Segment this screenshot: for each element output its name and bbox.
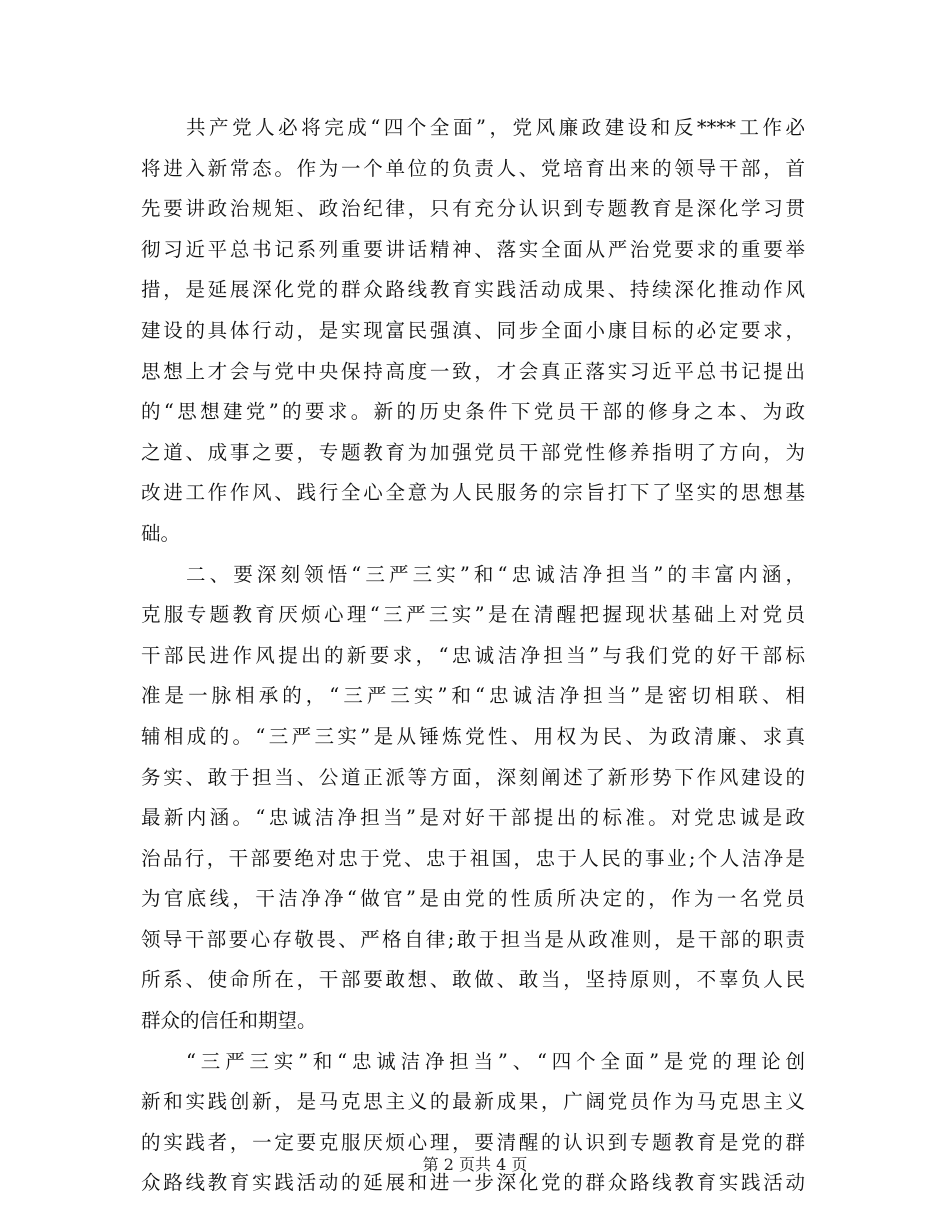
text-line: 建设的具体行动，是实现富民强滇、同步全面小康目标的必定要求，	[141, 318, 805, 342]
page-number: 第 2 页共 4 页	[422, 1155, 528, 1174]
text-line: 领导干部要心存敬畏、严格自律;敢于担当是从政准则，是干部的职责	[141, 927, 805, 951]
text-line: 所系、使命所在，干部要敢想、敢做、敢当，坚持原则，不辜负人民	[141, 968, 805, 992]
text-line: 干部民进作风提出的新要求，“忠诚洁净担当”与我们党的好干部标	[141, 643, 805, 667]
text-line: 辅相成的。“三严三实”是从锤炼党性、用权为民、为政清廉、求真	[141, 724, 805, 748]
text-line: 思想上才会与党中央保持高度一致，才会真正落实习近平总书记提出	[141, 359, 805, 383]
text-line: 众路线教育实践活动的延展和进一步深化党的群众路线教育实践活动	[141, 1171, 805, 1195]
text-line: 先要讲政治规矩、政治纪律，只有充分认识到专题教育是深化学习贯	[141, 197, 805, 221]
text-line: “三严三实”和“忠诚洁净担当”、“四个全面”是党的理论创	[186, 1049, 805, 1073]
text-line: 二、要深刻领悟“三严三实”和“忠诚洁净担当”的丰富内涵，	[186, 562, 805, 586]
text-line: 础。	[141, 521, 181, 545]
text-line: 将进入新常态。作为一个单位的负责人、党培育出来的领导干部，首	[141, 156, 805, 180]
text-line: 群众的信任和期望。	[141, 1009, 317, 1033]
text-line: 务实、敢于担当、公道正派等方面，深刻阐述了新形势下作风建设的	[141, 765, 805, 789]
text-line: 的实践者，一定要克服厌烦心理，要清醒的认识到专题教育是党的群	[141, 1130, 805, 1154]
text-line: 准是一脉相承的，“三严三实”和“忠诚洁净担当”是密切相联、相	[141, 684, 805, 708]
text-line: 共产党人必将完成“四个全面”，党风廉政建设和反****工作必	[186, 116, 805, 139]
text-line: 彻习近平总书记系列重要讲话精神、落实全面从严治党要求的重要举	[141, 237, 805, 261]
text-line: 改进工作作风、践行全心全意为人民服务的宗旨打下了坚实的思想基	[141, 481, 805, 505]
text-line: 为官底线，干洁净净“做官”是由党的性质所决定的，作为一名党员	[141, 887, 805, 911]
text-line: 的“思想建党”的要求。新的历史条件下党员干部的修身之本、为政	[141, 400, 805, 424]
text-line: 之道、成事之要，专题教育为加强党员干部党性修养指明了方向，为	[141, 440, 805, 464]
text-line: 治品行，干部要绝对忠于党、忠于祖国，忠于人民的事业;个人洁净是	[141, 846, 805, 870]
text-line: 措，是延展深化党的群众路线教育实践活动成果、持续深化推动作风	[141, 278, 805, 302]
text-line: 克服专题教育厌烦心理“三严三实”是在清醒把握现状基础上对党员	[141, 603, 805, 627]
text-line: 最新内涵。“忠诚洁净担当”是对好干部提出的标准。对党忠诚是政	[141, 806, 805, 830]
document-body	[141, 108, 805, 1204]
text-line: 新和实践创新，是马克思主义的最新成果，广阔党员作为马克思主义	[141, 1090, 805, 1114]
